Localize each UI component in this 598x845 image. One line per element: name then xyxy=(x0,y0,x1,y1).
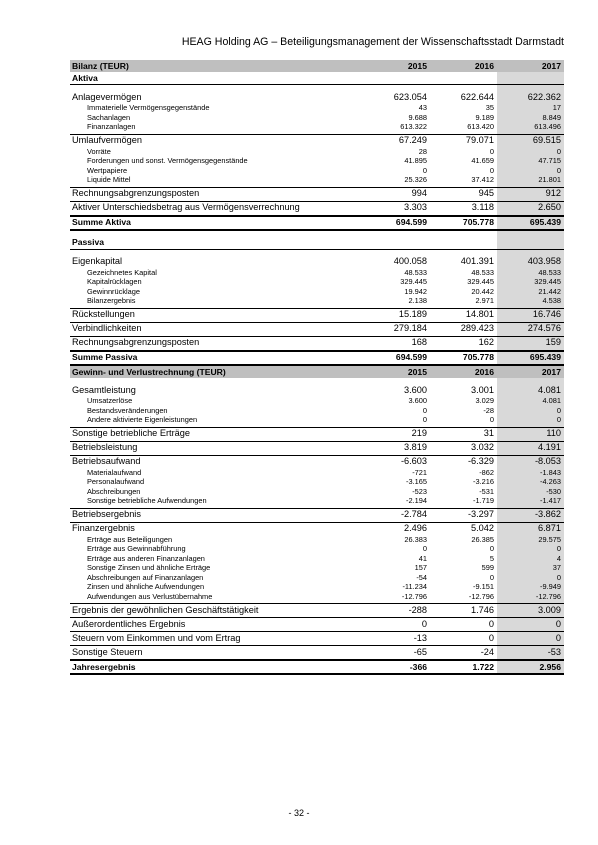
passiva-section-row xyxy=(70,237,564,250)
table-row xyxy=(70,268,564,278)
row-value: 695.439 xyxy=(497,351,564,365)
row-value: 15.189 xyxy=(363,308,430,322)
row-value: 0 xyxy=(497,618,564,632)
row-value: 274.576 xyxy=(497,322,564,336)
year-2016-header: 2016 xyxy=(430,366,497,378)
row-value: 1.746 xyxy=(430,604,497,618)
row-value: 3.029 xyxy=(475,396,494,406)
row-value: -2.784 xyxy=(363,508,430,522)
row-label: Finanzanlagen xyxy=(87,122,136,132)
row-value: 2.138 xyxy=(408,296,427,306)
table-row xyxy=(70,296,564,308)
row-value: 329.445 xyxy=(400,277,427,287)
row-value: -288 xyxy=(363,604,430,618)
row-value: 14.801 xyxy=(430,308,497,322)
row-value: 0 xyxy=(497,573,564,583)
jahresergebnis-row xyxy=(70,660,564,674)
row-value: 4.081 xyxy=(497,384,564,396)
row-label: Gezeichnetes Kapital xyxy=(87,267,157,277)
row-value: 4.191 xyxy=(497,441,564,455)
table-row xyxy=(70,336,564,351)
row-value: -523 xyxy=(412,486,427,496)
row-value: 279.184 xyxy=(363,322,430,336)
row-value: 0 xyxy=(422,405,427,415)
row-value: -862 xyxy=(479,467,494,477)
row-label: Erträge aus Beteiligungen xyxy=(87,534,173,544)
row-value: 21.801 xyxy=(497,175,564,187)
row-value: -24 xyxy=(430,646,497,661)
row-value: 403.958 xyxy=(497,256,564,268)
row-label: Summe Passiva xyxy=(70,351,363,365)
table-row xyxy=(70,544,564,554)
year-2015-header: 2015 xyxy=(363,366,430,378)
table-row xyxy=(70,487,564,497)
row-label: Betriebsaufwand xyxy=(70,455,363,468)
row-value: 0 xyxy=(497,147,564,157)
row-value: 79.071 xyxy=(430,134,497,147)
row-label: Rechnungsabgrenzungsposten xyxy=(70,336,363,351)
row-label: Materialaufwand xyxy=(87,467,142,477)
row-label: Sachanlagen xyxy=(87,112,131,122)
row-value: -54 xyxy=(416,572,427,582)
row-value: 8.849 xyxy=(497,113,564,123)
row-label: Abschreibungen auf Finanzanlagen xyxy=(87,572,204,582)
table-row xyxy=(70,563,564,573)
row-value: 912 xyxy=(497,187,564,201)
row-value: 622.362 xyxy=(497,91,564,103)
row-value: 0 xyxy=(497,166,564,176)
table-row xyxy=(70,187,564,201)
table-row xyxy=(70,406,564,416)
row-label: Rückstellungen xyxy=(70,308,363,322)
row-value: -53 xyxy=(497,646,564,661)
row-value: 613.420 xyxy=(467,122,494,132)
table-row xyxy=(70,508,564,522)
table-row xyxy=(70,496,564,508)
row-label: Rechnungsabgrenzungsposten xyxy=(70,187,363,201)
row-label: Betriebsergebnis xyxy=(70,508,363,522)
row-label: Summe Aktiva xyxy=(70,216,363,230)
row-value: 4.081 xyxy=(497,396,564,406)
row-label: Aktiver Unterschiedsbetrag aus Vermögensverrechnung xyxy=(70,201,363,216)
row-value: -2.194 xyxy=(406,496,427,506)
row-value: 1.722 xyxy=(430,660,497,674)
row-value: 9.189 xyxy=(475,112,494,122)
row-value: -366 xyxy=(363,660,430,674)
row-value: -12.796 xyxy=(497,592,564,604)
row-value: 3.001 xyxy=(471,384,494,395)
row-label: Umlaufvermögen xyxy=(70,134,363,147)
table-row xyxy=(70,91,564,103)
row-value: -11.234 xyxy=(402,582,427,592)
row-value: 43 xyxy=(418,103,427,113)
row-value: 0 xyxy=(422,415,427,425)
row-value: -12.796 xyxy=(401,591,427,601)
row-value: 168 xyxy=(363,336,430,351)
row-value: 41.895 xyxy=(404,156,427,166)
row-value: -12.796 xyxy=(468,591,494,601)
row-value: 3.600 xyxy=(408,396,427,406)
row-value: 6.871 xyxy=(497,522,564,535)
row-label: Finanzergebnis xyxy=(70,522,363,535)
table-row xyxy=(70,455,564,468)
row-value: 0 xyxy=(430,618,497,632)
row-label: Gesamtleistung xyxy=(72,384,136,395)
row-value: -4.263 xyxy=(497,477,564,487)
row-value: 0 xyxy=(489,165,494,175)
row-label: Anlagevermögen xyxy=(72,91,142,102)
table-row xyxy=(70,522,564,535)
row-value: 2.496 xyxy=(363,522,430,535)
table-row xyxy=(70,384,564,396)
row-value: 0 xyxy=(422,544,427,554)
row-value: 159 xyxy=(497,336,564,351)
row-value: -1.719 xyxy=(473,496,494,506)
row-label: Vorräte xyxy=(87,146,111,156)
row-value: -65 xyxy=(363,646,430,661)
row-label: Steuern vom Einkommen und vom Ertrag xyxy=(70,632,363,646)
row-value: -9.949 xyxy=(497,582,564,592)
row-label: Erträge aus anderen Finanzanlagen xyxy=(87,553,205,563)
row-value: 599 xyxy=(481,563,494,573)
row-value: -531 xyxy=(479,486,494,496)
row-value: 162 xyxy=(430,336,497,351)
balance-sheet-header-row xyxy=(70,60,564,72)
row-label: Erträge aus Gewinnabführung xyxy=(87,544,186,554)
aktiva-heading: Aktiva xyxy=(70,72,363,85)
table-row xyxy=(70,175,564,187)
row-value: 2.956 xyxy=(497,660,564,674)
row-value: 613.496 xyxy=(497,122,564,134)
table-row xyxy=(70,554,564,564)
row-value: 29.575 xyxy=(497,535,564,545)
row-value: -3.862 xyxy=(497,508,564,522)
row-value: 400.058 xyxy=(393,256,427,267)
row-value: 0 xyxy=(497,415,564,427)
balance-sheet-title: Bilanz (TEUR) xyxy=(70,60,363,72)
row-value: 5.042 xyxy=(430,522,497,535)
row-value: 994 xyxy=(363,187,430,201)
row-value: 329.445 xyxy=(467,277,494,287)
table-row xyxy=(70,277,564,287)
row-value: -1.843 xyxy=(497,468,564,478)
row-value: 0 xyxy=(430,632,497,646)
row-value: 694.599 xyxy=(363,351,430,365)
row-value: 3.303 xyxy=(363,201,430,216)
row-value: 705.778 xyxy=(430,216,497,230)
row-label: Aufwendungen aus Verlustübernahme xyxy=(87,591,213,601)
row-value: 47.715 xyxy=(497,156,564,166)
table-row xyxy=(70,618,564,632)
row-value: -8.053 xyxy=(497,455,564,468)
row-value: 4.538 xyxy=(497,296,564,308)
row-value: 37 xyxy=(497,563,564,573)
row-value: 26.385 xyxy=(471,534,494,544)
row-value: 5 xyxy=(489,553,494,563)
row-value: 945 xyxy=(430,187,497,201)
row-value: 3.009 xyxy=(497,604,564,618)
row-label: Umsatzerlöse xyxy=(87,396,133,406)
table-row xyxy=(70,322,564,336)
row-value: 41 xyxy=(418,553,427,563)
table-row xyxy=(70,166,564,176)
row-value: 21.442 xyxy=(497,287,564,297)
row-label: Eigenkapital xyxy=(72,256,123,267)
passiva-heading: Passiva xyxy=(70,237,363,250)
row-label: Liquide Mittel xyxy=(87,175,131,185)
table-row xyxy=(70,415,564,427)
row-label: Bestandsveränderungen xyxy=(87,405,168,415)
table-row xyxy=(70,201,564,216)
table-row xyxy=(70,468,564,478)
row-value: 67.249 xyxy=(363,134,430,147)
row-label: Abschreibungen xyxy=(87,486,141,496)
row-value: 0 xyxy=(363,618,430,632)
row-value: 0 xyxy=(489,146,494,156)
summe-passiva-row xyxy=(70,351,564,365)
income-statement-header-row xyxy=(70,366,564,378)
row-value: 0 xyxy=(489,415,494,425)
row-value: 20.442 xyxy=(471,286,494,296)
row-value: 35 xyxy=(485,103,494,113)
table-row xyxy=(70,632,564,646)
table-row xyxy=(70,122,564,134)
table-row xyxy=(70,535,564,545)
row-value: 0 xyxy=(497,406,564,416)
row-value: -3.165 xyxy=(406,477,427,487)
row-label: Andere aktivierte Eigenleistungen xyxy=(87,415,198,425)
summe-aktiva-row xyxy=(70,216,564,230)
row-value: 48.533 xyxy=(471,267,494,277)
row-value: 41.659 xyxy=(471,156,494,166)
row-value: -530 xyxy=(497,487,564,497)
table-row xyxy=(70,427,564,441)
row-value: 623.054 xyxy=(393,91,427,102)
row-value: 37.412 xyxy=(471,175,494,185)
year-2015-header: 2015 xyxy=(363,60,430,72)
income-statement-table xyxy=(70,366,564,675)
row-value: 401.391 xyxy=(460,256,494,267)
row-value: 31 xyxy=(430,427,497,441)
row-value: 17 xyxy=(497,103,564,113)
row-label: Jahresergebnis xyxy=(70,660,363,674)
row-label: Immaterielle Vermögensgegenstände xyxy=(87,103,210,113)
balance-sheet-table xyxy=(70,60,564,366)
row-value: -3.216 xyxy=(473,477,494,487)
row-label: Sonstige Zinsen und ähnliche Erträge xyxy=(87,563,211,573)
row-value: 613.322 xyxy=(400,122,427,132)
page-number: - 32 - xyxy=(288,808,310,818)
aktiva-section-row xyxy=(70,72,564,85)
row-value: 16.746 xyxy=(497,308,564,322)
row-value: 0 xyxy=(497,632,564,646)
row-value: -28 xyxy=(483,405,494,415)
row-label: Betriebsleistung xyxy=(70,441,363,455)
table-row xyxy=(70,134,564,147)
row-label: Verbindlichkeiten xyxy=(70,322,363,336)
row-value: -6.603 xyxy=(363,455,430,468)
row-value: 219 xyxy=(363,427,430,441)
table-row xyxy=(70,103,564,113)
year-2017-header: 2017 xyxy=(497,60,564,72)
row-value: 4 xyxy=(497,554,564,564)
row-value: 26.383 xyxy=(404,534,427,544)
table-row xyxy=(70,256,564,268)
row-label: Forderungen und sonst. Vermögensgegenstände xyxy=(87,156,248,166)
income-statement-title: Gewinn- und Verlustrechnung (TEUR) xyxy=(70,366,363,378)
row-label: Außerordentliches Ergebnis xyxy=(70,618,363,632)
row-label: Ergebnis der gewöhnlichen Geschäftstätigkeit xyxy=(70,604,363,618)
row-value: 69.515 xyxy=(497,134,564,147)
row-value: 2.650 xyxy=(497,201,564,216)
row-value: -1.417 xyxy=(497,496,564,508)
row-label: Sonstige betriebliche Aufwendungen xyxy=(87,496,207,506)
row-value: 694.599 xyxy=(363,216,430,230)
row-value: 157 xyxy=(414,563,427,573)
row-value: -9.151 xyxy=(473,582,494,592)
row-value: -6.329 xyxy=(430,455,497,468)
row-value: 9.688 xyxy=(408,112,427,122)
year-2017-header: 2017 xyxy=(497,366,564,378)
row-value: 622.644 xyxy=(460,91,494,102)
row-value: 48.533 xyxy=(497,268,564,278)
table-row xyxy=(70,646,564,661)
row-value: 25.326 xyxy=(404,175,427,185)
row-value: -13 xyxy=(363,632,430,646)
row-label: Sonstige Steuern xyxy=(70,646,363,661)
row-value: 0 xyxy=(489,572,494,582)
row-value: 3.600 xyxy=(404,384,427,395)
row-value: 110 xyxy=(497,427,564,441)
table-row xyxy=(70,582,564,592)
row-value: 28 xyxy=(418,146,427,156)
table-row xyxy=(70,113,564,123)
row-value: 329.445 xyxy=(497,277,564,287)
row-label: Sonstige betriebliche Erträge xyxy=(70,427,363,441)
table-row xyxy=(70,592,564,604)
row-label: Kapitalrücklagen xyxy=(87,277,142,287)
page-header: HEAG Holding AG – Beteiligungsmanagement der Wissenschaftsstadt Darmstadt xyxy=(181,36,564,48)
row-value: 705.778 xyxy=(430,351,497,365)
row-label: Bilanzergebnis xyxy=(87,296,136,306)
row-value: 2.971 xyxy=(475,296,494,306)
row-value: -721 xyxy=(412,467,427,477)
row-value: 0 xyxy=(489,544,494,554)
row-label: Zinsen und ähnliche Aufwendungen xyxy=(87,582,205,592)
row-value: 0 xyxy=(497,544,564,554)
row-label: Gewinnrücklage xyxy=(87,286,140,296)
table-row xyxy=(70,604,564,618)
row-value: 3.032 xyxy=(430,441,497,455)
table-row xyxy=(70,308,564,322)
row-value: 289.423 xyxy=(430,322,497,336)
row-value: 0 xyxy=(422,165,427,175)
row-label: Personalaufwand xyxy=(87,477,145,487)
row-value: 695.439 xyxy=(497,216,564,230)
row-value: -3.297 xyxy=(430,508,497,522)
row-value: 3.118 xyxy=(430,201,497,216)
table-row xyxy=(70,441,564,455)
row-label: Wertpapiere xyxy=(87,165,128,175)
table-row xyxy=(70,147,564,157)
table-row xyxy=(70,477,564,487)
row-value: 19.942 xyxy=(404,286,427,296)
row-value: 48.533 xyxy=(404,267,427,277)
table-row xyxy=(70,156,564,166)
row-value: 3.819 xyxy=(363,441,430,455)
year-2016-header: 2016 xyxy=(430,60,497,72)
table-row xyxy=(70,396,564,406)
table-row xyxy=(70,287,564,297)
table-row xyxy=(70,573,564,583)
